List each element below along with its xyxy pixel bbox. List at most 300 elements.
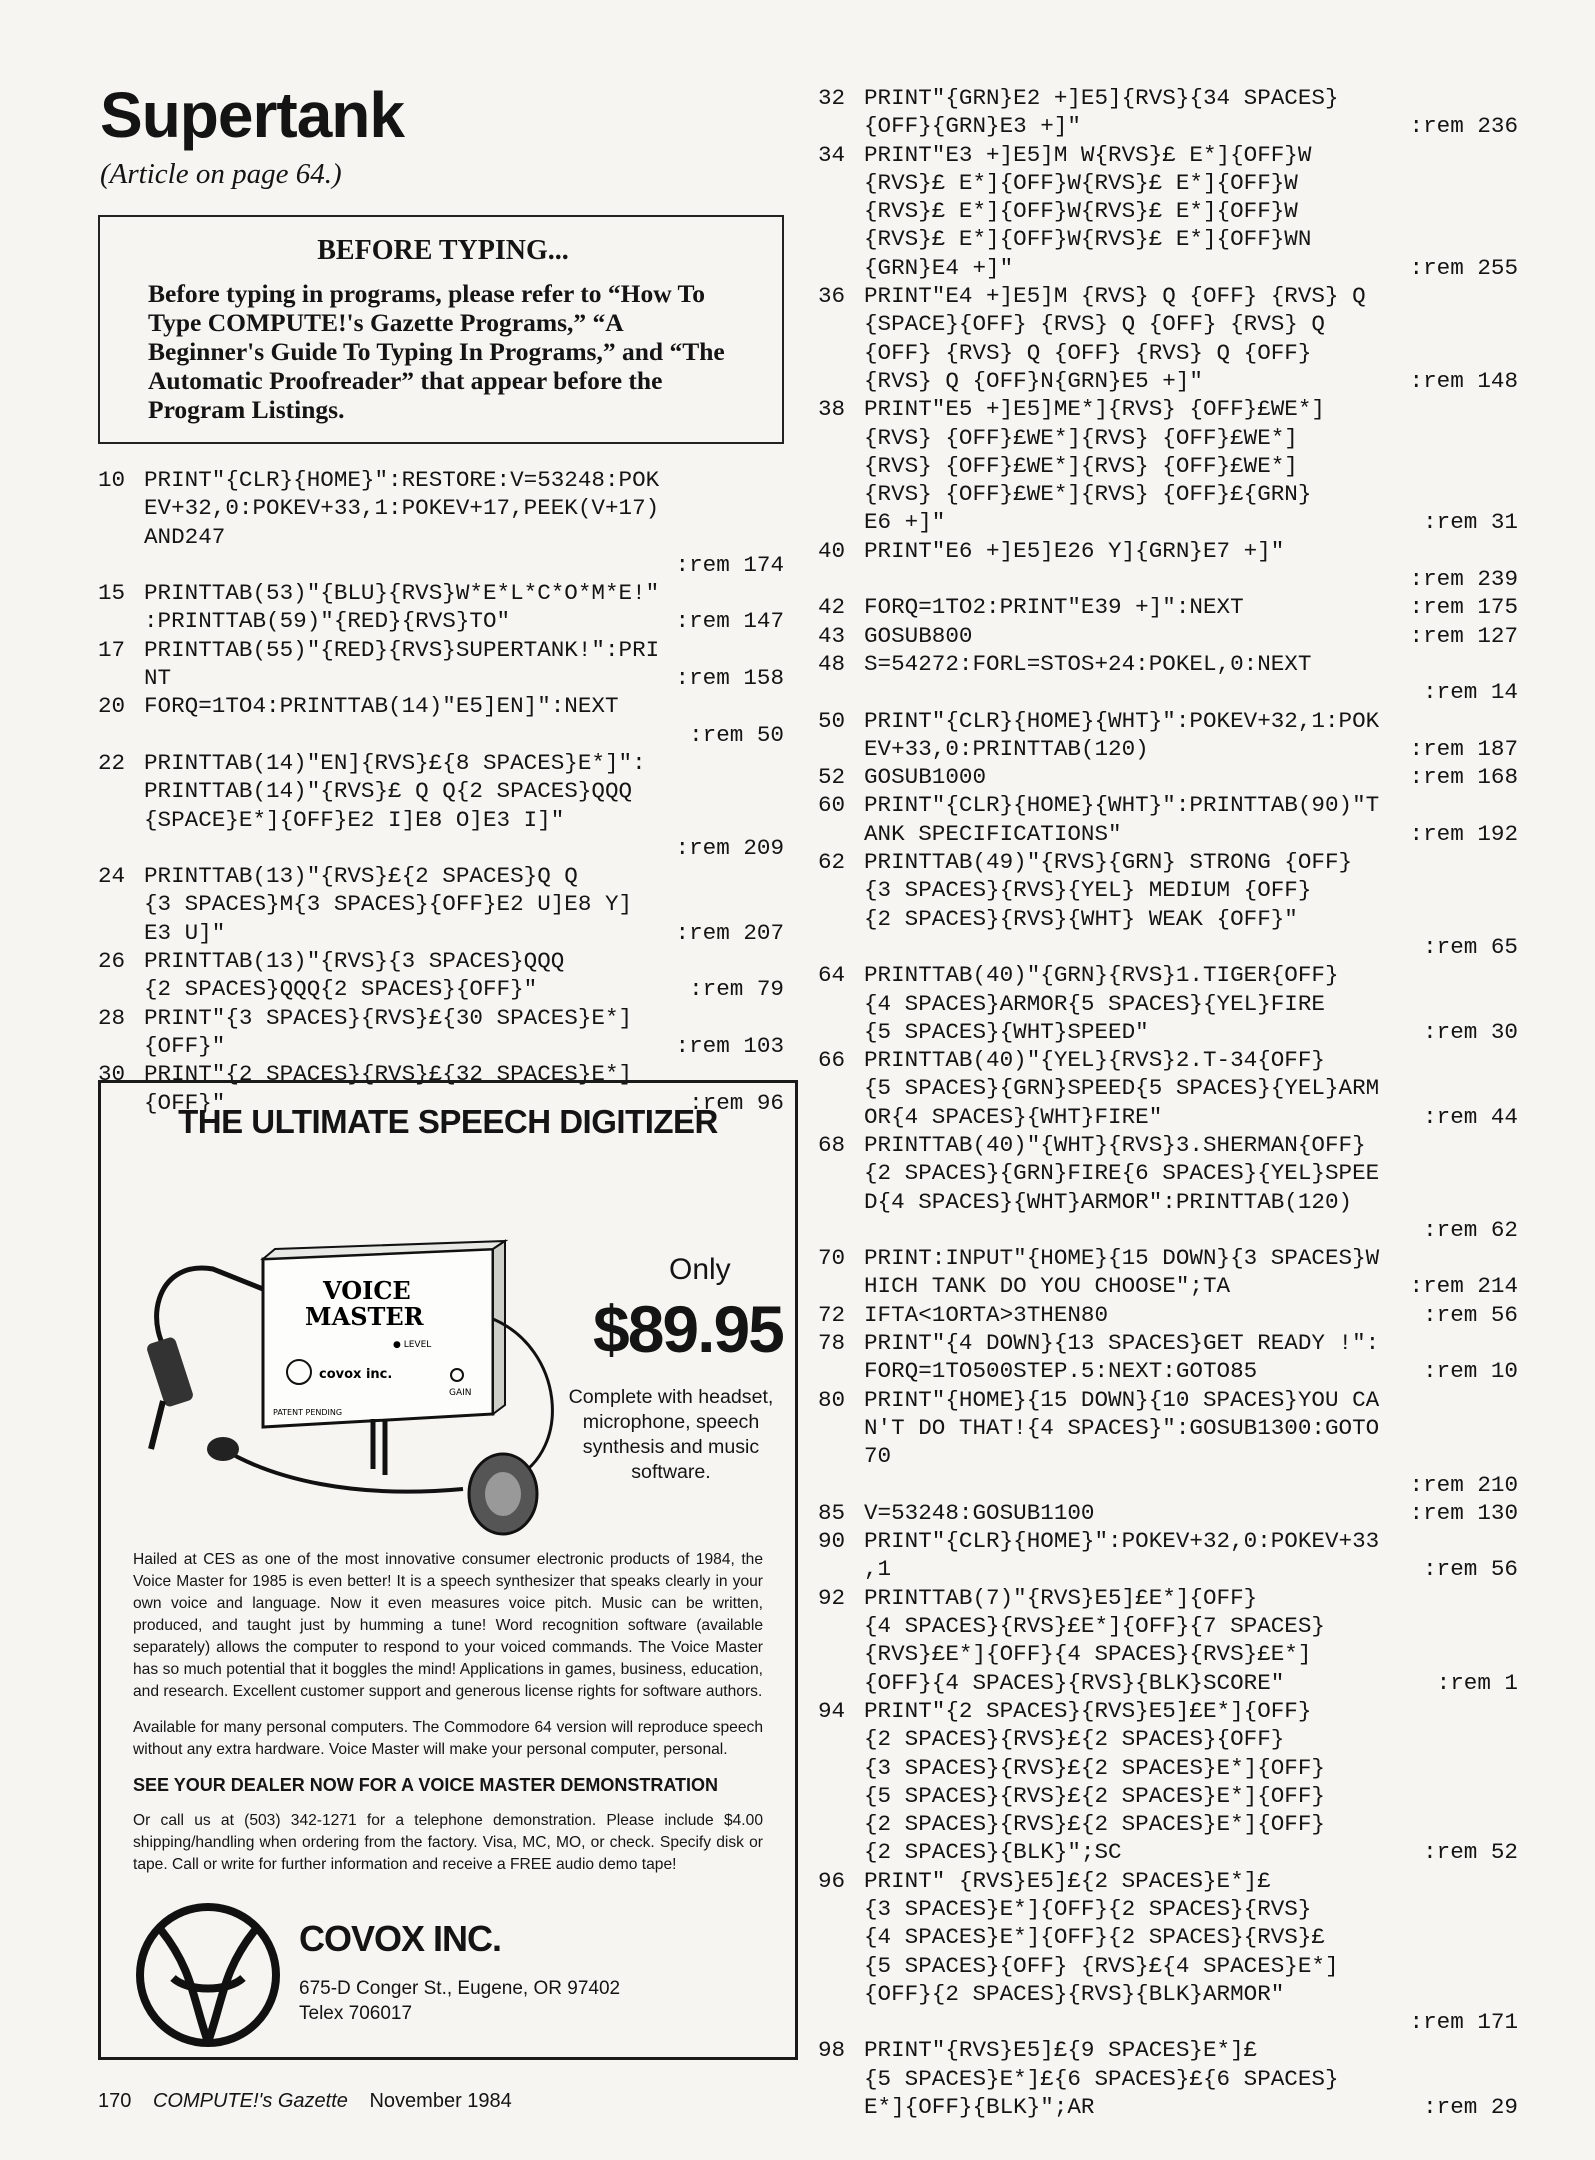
page-number: 170 <box>98 2090 132 2112</box>
code-text-segment: PRINT"{CLR}{HOME}":POKEV+32,0:POKEV+33 <box>864 1528 1380 1555</box>
code-text-segment: {3 SPACES}{RVS}£{2 SPACES}E*]{OFF} <box>864 1754 1325 1781</box>
line-number: 70 <box>818 1245 846 1272</box>
code-text-segment: {5 SPACES}{GRN}SPEED{5 SPACES}{YEL}ARM <box>864 1075 1380 1102</box>
code-text <box>144 749 784 777</box>
code-text <box>864 537 1518 565</box>
code-text-segment: GOSUB800 <box>864 622 973 649</box>
code-text-segment: {OFF}{GRN}E3 +]" <box>864 113 1081 140</box>
code-text-segment: FORQ=1TO4:PRINTTAB(14)"E5]EN]":NEXT <box>144 693 619 720</box>
code-text-segment: {OFF}{2 SPACES}{RVS}{BLK}ARMOR" <box>864 1980 1285 2007</box>
code-line <box>818 1697 1518 1867</box>
code-line <box>818 961 1518 1046</box>
line-number: 10 <box>98 467 126 493</box>
before-typing-body: Before typing in programs, please refer to “How To Type COMPUTE!'s Gazette Programs,” “A Beginner's Guide To Typing In Programs,” and “The Automatic Proofreader” that appear before the Program Listings. <box>148 279 725 424</box>
code-text-segment: PRINTTAB(40)"{GRN}{RVS}1.TIGER{OFF} <box>864 962 1339 989</box>
before-typing-box <box>98 215 784 444</box>
code-line <box>818 1499 1518 1527</box>
code-text <box>144 777 784 805</box>
code-text-segment: {2 SPACES}{RVS}£{2 SPACES}E*]{OFF} <box>864 1811 1325 1838</box>
code-text-segment: {3 SPACES}E*]{OFF}{2 SPACES}{RVS} <box>864 1896 1312 1922</box>
code-body <box>864 1867 1518 2037</box>
code-line <box>818 1867 1518 2037</box>
code-text-segment: GOSUB1000 <box>864 764 987 791</box>
code-text-segment: PRINT"{RVS}E5]£{9 SPACES}E*]£ <box>864 2037 1258 2064</box>
code-text <box>864 1754 1518 1782</box>
line-number: 94 <box>818 1697 846 1724</box>
code-text <box>144 523 784 551</box>
line-number: 48 <box>818 650 846 677</box>
code-text <box>864 1074 1518 1102</box>
code-text <box>144 919 784 947</box>
line-number: 26 <box>98 948 126 975</box>
device-label-voice: VOICE <box>323 1276 411 1305</box>
line-number: 40 <box>818 537 846 564</box>
code-line <box>98 862 784 947</box>
code-text <box>864 1414 1518 1442</box>
device-gain-label: GAIN <box>449 1388 472 1398</box>
code-text-segment: {GRN}E4 +]" <box>864 254 1014 281</box>
code-text-segment: ANK SPECIFICATIONS" <box>864 820 1122 847</box>
code-body <box>864 1527 1518 1584</box>
ad-tagline: Complete with headset, microphone, speech synthesis and music software. <box>568 1386 774 1483</box>
code-text-segment: {2 SPACES}QQQ{2 SPACES}{OFF}" <box>144 976 538 1003</box>
checksum-rem: :rem 147 <box>675 608 784 635</box>
code-body <box>864 395 1518 536</box>
code-text-segment: :PRINTTAB(59)"{RED}{RVS}TO" <box>144 608 511 635</box>
code-text-segment: {RVS}£E*]{OFF}{4 SPACES}{RVS}£E*] <box>864 1641 1312 1668</box>
code-body <box>864 707 1518 764</box>
code-text <box>864 1838 1518 1866</box>
code-text <box>864 1442 1518 1470</box>
code-line <box>818 84 1518 141</box>
code-text <box>864 1612 1518 1640</box>
code-text <box>864 1272 1518 1300</box>
code-line <box>818 1386 1518 1499</box>
code-text <box>144 692 784 720</box>
code-text <box>864 650 1518 678</box>
code-text-segment: PRINT"{2 SPACES}{RVS}E5]£E*]{OFF} <box>864 1697 1312 1724</box>
code-text-segment: EV+33,0:PRINTTAB(120) <box>864 735 1149 762</box>
code-line <box>98 1004 784 1061</box>
code-text-segment: AND247 <box>144 523 226 550</box>
code-text <box>864 1159 1518 1187</box>
code-text <box>864 961 1518 989</box>
code-text-segment: PRINTTAB(53)"{BLU}{RVS}W*E*L*C*O*M*E!" <box>144 580 660 607</box>
checksum-rem: :rem 56 <box>1423 1556 1518 1583</box>
line-number: 32 <box>818 85 846 111</box>
code-text-segment: N'T DO THAT!{4 SPACES}":GOSUB1300:GOTO <box>864 1414 1380 1441</box>
code-text <box>864 1329 1518 1357</box>
code-text-segment: PRINT"{HOME}{15 DOWN}{10 SPACES}YOU CA <box>864 1386 1380 1413</box>
telex-line: Telex 706017 <box>299 2003 413 2024</box>
checksum-rem: :rem 255 <box>1409 254 1518 281</box>
code-text <box>864 593 1518 621</box>
code-text-segment: PRINT"{CLR}{HOME}":RESTORE:V=53248:POK <box>144 467 660 493</box>
code-text <box>864 1188 1518 1216</box>
line-number: 98 <box>818 2037 846 2064</box>
code-text <box>144 466 784 494</box>
code-text-segment: PRINT"E5 +]E5]ME*]{RVS} {OFF}£WE*] <box>864 396 1325 423</box>
code-body <box>864 848 1518 961</box>
article-title: Supertank <box>100 79 404 151</box>
code-body <box>864 961 1518 1046</box>
code-text <box>864 169 1518 197</box>
line-number: 78 <box>818 1330 846 1357</box>
code-text <box>864 1697 1518 1725</box>
company-name: COVOX INC. <box>299 1918 502 1959</box>
ad-price: $89.95 <box>593 1292 783 1366</box>
checksum-rem: :rem 171 <box>1409 2009 1518 2036</box>
line-number: 34 <box>818 141 846 168</box>
code-text-segment: {3 SPACES}M{3 SPACES}{OFF}E2 U]E8 Y] <box>144 891 633 918</box>
code-text <box>144 607 784 635</box>
code-text-segment: {4 SPACES}E*]{OFF}{2 SPACES}{RVS}£ <box>864 1924 1325 1951</box>
code-text <box>144 947 784 975</box>
voice-master-advertisement <box>98 1080 798 2060</box>
code-text-segment: E6 +]" <box>864 509 946 536</box>
checksum-rem: :rem 175 <box>1409 594 1518 621</box>
checksum-rem: :rem 65 <box>1423 933 1518 960</box>
code-text-segment: FORQ=1TO2:PRINT"E39 +]":NEXT <box>864 594 1244 621</box>
line-number: 85 <box>818 1499 846 1526</box>
code-text-segment: PRINT"{GRN}E2 +]E5]{RVS}{34 SPACES} <box>864 85 1339 111</box>
code-text <box>864 1499 1518 1527</box>
code-text <box>864 310 1518 338</box>
code-body <box>144 692 784 749</box>
code-text-segment: EV+32,0:POKEV+33,1:POKEV+17,PEEK(V+17) <box>144 495 660 522</box>
code-text <box>864 395 1518 423</box>
checksum-rem: :rem 31 <box>1423 509 1518 536</box>
code-text <box>864 1131 1518 1159</box>
code-text <box>864 763 1518 791</box>
checksum-rem: :rem 127 <box>1409 622 1518 649</box>
code-text <box>864 1103 1518 1131</box>
code-text-segment: NT <box>144 665 172 692</box>
code-line <box>818 1329 1518 1386</box>
code-text-segment: {RVS}£ E*]{OFF}W{RVS}£ E*]{OFF}WN <box>864 226 1312 253</box>
code-body <box>864 282 1518 395</box>
code-text-segment: PRINT"E3 +]E5]M W{RVS}£ E*]{OFF}W <box>864 141 1312 168</box>
code-text <box>864 424 1518 452</box>
code-text-segment: PRINTTAB(14)"{RVS}£ Q Q{2 SPACES}QQQ <box>144 778 633 805</box>
code-text <box>864 1980 1518 2008</box>
code-text-segment: {RVS} {OFF}£WE*]{RVS} {OFF}£WE*] <box>864 452 1298 479</box>
code-body <box>864 791 1518 848</box>
ad-headline: THE ULTIMATE SPEECH DIGITIZER <box>178 1103 718 1140</box>
line-number: 20 <box>98 693 126 720</box>
code-text-segment: {5 SPACES}{WHT}SPEED" <box>864 1018 1149 1045</box>
code-body <box>864 1386 1518 1499</box>
code-line <box>818 1301 1518 1329</box>
code-text-segment: OR{4 SPACES}{WHT}FIRE" <box>864 1103 1163 1130</box>
code-body <box>144 466 784 579</box>
address-line: 675-D Conger St., Eugene, OR 97402 <box>299 1978 621 1999</box>
code-body <box>864 593 1518 621</box>
code-text-segment: PRINT"E4 +]E5]M {RVS} Q {OFF} {RVS} Q <box>864 283 1366 310</box>
code-text <box>144 664 784 692</box>
line-number: 92 <box>818 1584 846 1611</box>
code-text-segment: D{4 SPACES}{WHT}ARMOR":PRINTTAB(120) <box>864 1188 1353 1215</box>
checksum-rem: :rem 56 <box>1423 1301 1518 1328</box>
code-line <box>818 763 1518 791</box>
code-text-segment: PRINTTAB(40)"{WHT}{RVS}3.SHERMAN{OFF} <box>864 1131 1366 1158</box>
code-line <box>98 749 784 862</box>
code-text <box>864 367 1518 395</box>
code-text <box>864 197 1518 225</box>
code-text-segment: {OFF}{4 SPACES}{RVS}{BLK}SCORE" <box>864 1669 1285 1696</box>
code-body <box>864 1584 1518 1697</box>
checksum-rem: :rem 96 <box>689 1089 784 1116</box>
code-text-segment: E*]{OFF}{BLK}";AR <box>864 2094 1095 2121</box>
code-body <box>864 1046 1518 1131</box>
code-text-segment: FORQ=1TO500STEP.5:NEXT:GOTO85 <box>864 1358 1258 1385</box>
checksum-rem: :rem 187 <box>1409 735 1518 762</box>
code-text-segment: IFTA<1ORTA>3THEN80 <box>864 1301 1109 1328</box>
code-text-segment: PRINTTAB(40)"{YEL}{RVS}2.T-34{OFF} <box>864 1047 1325 1074</box>
code-body <box>864 2036 1518 2121</box>
checksum-rem: :rem 210 <box>1409 1471 1518 1498</box>
line-number: 15 <box>98 580 126 607</box>
company-address <box>299 1976 620 2026</box>
ad-paragraph-1: Hailed at CES as one of the most innovative consumer electronic products of 1984, the Voice Master for 1985 is even better! It is a speech synthesizer that speaks clearly in your own voice and language. Now it even measures voice pitch. Music can be written, produced, and taught just by humming a tune! Word recognition software (available separately) allows the computer to respond to your voiced commands. The Voice Master has so much potential that it boggles the mind! Applications in games, business, education, and research. Excellent customer support and generous license rights for software authors. <box>133 1551 763 1700</box>
code-text-segment: {OFF}" <box>144 1089 226 1116</box>
ad-paragraph-2: Available for many personal computers. The Commodore 64 version will reproduce speech without any extra hardware. Voice Master will make your personal computer, personal. <box>133 1719 763 1758</box>
publication-name: COMPUTE!'s Gazette <box>152 2090 348 2112</box>
code-text-segment: {2 SPACES}{RVS}£{2 SPACES}{OFF} <box>864 1726 1285 1753</box>
code-text-segment: {4 SPACES}{RVS}£E*]{OFF}{7 SPACES} <box>864 1613 1325 1640</box>
code-line <box>818 2036 1518 2121</box>
code-text-segment: PRINT" {RVS}E5]£{2 SPACES}E*]£ <box>864 1867 1271 1894</box>
code-body <box>864 622 1518 650</box>
code-text <box>864 1555 1518 1583</box>
code-text <box>864 2036 1518 2064</box>
code-text <box>864 480 1518 508</box>
code-text-segment: E3 U]" <box>144 919 226 946</box>
code-text <box>864 1301 1518 1329</box>
code-text <box>864 1584 1518 1612</box>
code-line <box>98 466 784 579</box>
code-line <box>98 692 784 749</box>
code-text <box>864 707 1518 735</box>
code-body <box>144 947 784 1004</box>
code-text-segment: {RVS} {OFF}£WE*]{RVS} {OFF}£{GRN} <box>864 481 1312 508</box>
code-text <box>864 1895 1518 1923</box>
code-text-segment: {2 SPACES}{GRN}FIRE{6 SPACES}{YEL}SPEE <box>864 1160 1380 1187</box>
checksum-rem: :rem 29 <box>1423 2094 1518 2121</box>
code-text-segment: {5 SPACES}{RVS}£{2 SPACES}E*]{OFF} <box>864 1782 1325 1809</box>
code-text <box>864 990 1518 1018</box>
checksum-rem: :rem 103 <box>675 1032 784 1059</box>
device-label-master: MASTER <box>305 1302 424 1331</box>
code-text <box>864 225 1518 253</box>
line-number: 90 <box>818 1528 846 1555</box>
code-text-segment: {RVS}£ E*]{OFF}W{RVS}£ E*]{OFF}W <box>864 169 1298 196</box>
code-text <box>864 1244 1518 1272</box>
code-text-segment: PRINT:INPUT"{HOME}{15 DOWN}{3 SPACES}W <box>864 1245 1380 1272</box>
code-text <box>864 1018 1518 1046</box>
code-line <box>818 395 1518 536</box>
code-text <box>864 452 1518 480</box>
code-body <box>864 84 1518 141</box>
code-text-segment: {RVS} Q {OFF}N{GRN}E5 +]" <box>864 367 1203 394</box>
checksum-rem: :rem 52 <box>1423 1839 1518 1866</box>
code-text <box>144 636 784 664</box>
code-line <box>818 622 1518 650</box>
code-text-segment: 70 <box>864 1443 892 1470</box>
line-number: 30 <box>98 1061 126 1088</box>
device-brand: covox inc. <box>319 1367 393 1382</box>
code-line <box>98 636 784 693</box>
line-number: 80 <box>818 1386 846 1413</box>
line-number: 22 <box>98 749 126 776</box>
code-text-segment: {2 SPACES}{BLK}";SC <box>864 1839 1122 1866</box>
code-text <box>864 112 1518 140</box>
code-body <box>144 636 784 693</box>
issue-date: November 1984 <box>369 2090 512 2112</box>
code-line <box>818 707 1518 764</box>
code-text <box>864 848 1518 876</box>
line-number: 38 <box>818 396 846 423</box>
code-text <box>144 1004 784 1032</box>
checksum-rem: :rem 209 <box>675 834 784 861</box>
line-number: 43 <box>818 622 846 649</box>
line-number: 42 <box>818 594 846 621</box>
code-text <box>864 1357 1518 1385</box>
code-body <box>864 1244 1518 1301</box>
program-listing-right <box>818 84 1518 2121</box>
left-column <box>98 78 784 1117</box>
code-text-segment: PRINTTAB(49)"{RVS}{GRN} STRONG {OFF} <box>864 849 1353 876</box>
code-text-segment: S=54272:FORL=STOS+24:POKEL,0:NEXT <box>864 650 1312 677</box>
code-body <box>864 1301 1518 1329</box>
ad-product-area <box>133 1141 783 1543</box>
code-text-segment: {SPACE}{OFF} {RVS} Q {OFF} {RVS} Q <box>864 311 1325 338</box>
checksum-rem: :rem 14 <box>1423 679 1518 706</box>
code-text <box>864 820 1518 848</box>
code-text-segment: PRINTTAB(7)"{RVS}E5]£E*]{OFF} <box>864 1584 1258 1611</box>
code-text-segment: {5 SPACES}E*]£{6 SPACES}£{6 SPACES} <box>864 2065 1339 2092</box>
page-footer <box>98 2090 512 2113</box>
line-number: 36 <box>818 283 846 310</box>
checksum-rem: :rem 207 <box>675 919 784 946</box>
code-text-segment: {OFF}" <box>144 1032 226 1059</box>
code-text <box>864 1527 1518 1555</box>
checksum-rem: :rem 236 <box>1409 113 1518 140</box>
code-text <box>864 2093 1518 2121</box>
code-text-segment: {RVS}£ E*]{OFF}W{RVS}£ E*]{OFF}W <box>864 198 1298 225</box>
program-listing-left <box>98 466 784 1117</box>
code-body <box>144 749 784 862</box>
code-text-segment: PRINTTAB(13)"{RVS}{3 SPACES}QQQ <box>144 948 565 975</box>
line-number: 28 <box>98 1004 126 1031</box>
checksum-rem: :rem 192 <box>1409 820 1518 847</box>
code-text <box>864 876 1518 904</box>
code-line <box>818 593 1518 621</box>
code-text <box>864 905 1518 933</box>
code-text-segment: {OFF} {RVS} Q {OFF} {RVS} Q {OFF} <box>864 339 1312 366</box>
code-text-segment: {4 SPACES}ARMOR{5 SPACES}{YEL}FIRE <box>864 990 1325 1017</box>
device-level-label: ● LEVEL <box>393 1340 432 1350</box>
code-text <box>864 1810 1518 1838</box>
code-text-segment: PRINT"{CLR}{HOME}{WHT}":POKEV+32,1:POK <box>864 707 1380 734</box>
checksum-rem: :rem 214 <box>1409 1273 1518 1300</box>
code-line <box>818 650 1518 707</box>
right-column <box>818 84 1518 2121</box>
line-number: 64 <box>818 962 846 989</box>
code-text <box>144 494 784 522</box>
line-number: 66 <box>818 1047 846 1074</box>
checksum-rem: :rem 148 <box>1409 367 1518 394</box>
code-body <box>864 537 1518 594</box>
code-text <box>864 1669 1518 1697</box>
checksum-rem: :rem 62 <box>1423 1216 1518 1243</box>
code-text <box>144 579 784 607</box>
code-body <box>144 862 784 947</box>
checksum-rem: :rem 50 <box>689 721 784 748</box>
code-text-segment: {SPACE}E*]{OFF}E2 I]E8 O]E3 I]" <box>144 806 565 833</box>
code-line <box>818 141 1518 282</box>
ad-see-dealer: SEE YOUR DEALER NOW FOR A VOICE MASTER DEMONSTRATION <box>133 1775 719 1795</box>
code-text <box>864 1782 1518 1810</box>
line-number: 62 <box>818 849 846 876</box>
code-line <box>818 791 1518 848</box>
checksum-rem: :rem 44 <box>1423 1103 1518 1130</box>
code-text <box>144 862 784 890</box>
code-text-segment: ,1 <box>864 1556 892 1583</box>
code-text <box>864 1386 1518 1414</box>
line-number: 24 <box>98 863 126 890</box>
code-text-segment: HICH TANK DO YOU CHOOSE";TA <box>864 1273 1231 1300</box>
line-number: 50 <box>818 707 846 734</box>
code-text <box>864 84 1518 112</box>
code-text <box>144 1032 784 1060</box>
code-text-segment: PRINT"{2 SPACES}{RVS}£{32 SPACES}E*] <box>144 1061 633 1088</box>
code-body <box>864 650 1518 707</box>
code-body <box>864 1131 1518 1244</box>
before-typing-title: BEFORE TYPING... <box>317 235 569 266</box>
article-subtitle: (Article on page 64.) <box>100 158 342 190</box>
covox-logo-icon <box>133 1900 283 2050</box>
code-text <box>864 282 1518 310</box>
device-patent-label: PATENT PENDING <box>273 1408 343 1417</box>
code-text-segment: {3 SPACES}{RVS}{YEL} MEDIUM {OFF} <box>864 877 1312 904</box>
code-text <box>864 735 1518 763</box>
code-text-segment: {2 SPACES}{RVS}{WHT} WEAK {OFF}" <box>864 905 1298 932</box>
checksum-rem: :rem 130 <box>1409 1499 1518 1526</box>
checksum-rem: :rem 79 <box>689 976 784 1003</box>
code-text <box>864 791 1518 819</box>
code-body <box>144 1004 784 1061</box>
checksum-rem: :rem 174 <box>675 551 784 578</box>
code-text-segment: {RVS} {OFF}£WE*]{RVS} {OFF}£WE*] <box>864 424 1298 451</box>
code-text <box>864 1867 1518 1895</box>
checksum-rem: :rem 168 <box>1409 764 1518 791</box>
code-line <box>818 1584 1518 1697</box>
code-line <box>818 1244 1518 1301</box>
line-number: 60 <box>818 792 846 819</box>
code-text <box>144 975 784 1003</box>
code-line <box>818 282 1518 395</box>
code-text-segment: PRINT"{4 DOWN}{13 SPACES}GET READY !": <box>864 1330 1380 1357</box>
code-text <box>144 806 784 834</box>
code-text <box>144 890 784 918</box>
checksum-rem: :rem 1 <box>1436 1669 1518 1696</box>
code-line <box>98 947 784 1004</box>
code-text <box>864 1923 1518 1951</box>
code-text <box>864 622 1518 650</box>
code-text <box>864 339 1518 367</box>
code-line <box>818 848 1518 961</box>
